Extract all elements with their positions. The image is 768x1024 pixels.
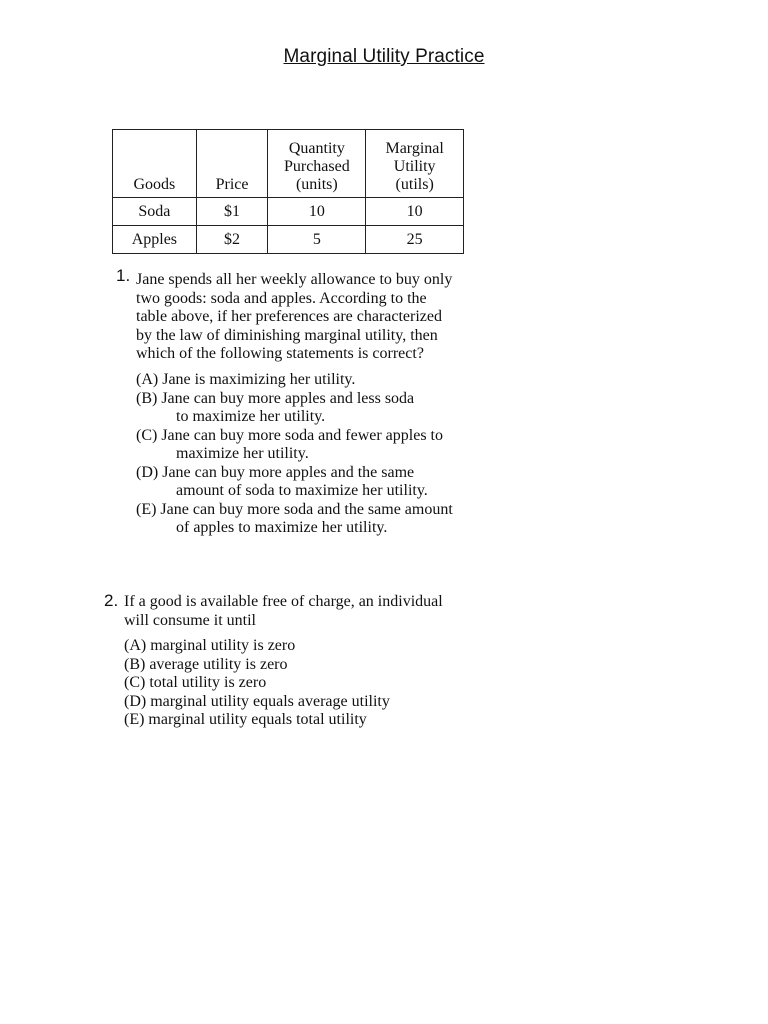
option-b: (B) average utility is zero (124, 655, 288, 673)
option-c: (C) total utility is zero (124, 674, 267, 691)
question-2-stem: If a good is available free of charge, an individual will consume it until (124, 593, 443, 629)
option-a: (A) marginal utility is zero (124, 637, 296, 654)
table-header-row (113, 130, 464, 198)
option-e: (E) marginal utility equals total utility (124, 711, 367, 728)
option-d: (D) Jane can buy more apples and the same (136, 463, 415, 481)
table-row (113, 198, 464, 226)
question-1-number: 1. (116, 266, 131, 285)
utility-table (112, 129, 464, 254)
question-1-options: (A) Jane is maximizing her utility. (B) Jane can buy more apples and less soda to maximize her utility. (C) Jane can buy more soda and fewer apples to maximize her utility. (D) Jane can buy more apples and the same amount of soda to maximize her utility. (E) Jane can buy more soda and the same amount of apples to maximize her utility. (136, 371, 453, 536)
question-1-stem: Jane spends all her weekly allowance to buy only two goods: soda and apples. According to the table above, if her preferences are characterized by the law of diminishing marginal utility, then which of the following statements is correct? (136, 271, 453, 362)
cell-quantity: 10 (268, 198, 366, 226)
header-price: Price (196, 130, 268, 198)
option-e: (E) Jane can buy more soda and the same amount (136, 500, 453, 518)
header-quantity: Quantity Purchased (units) (268, 130, 366, 198)
option-d: (D) marginal utility equals average utility (124, 692, 390, 710)
cell-quantity: 5 (268, 226, 366, 254)
option-c: (C) Jane can buy more soda and fewer apples to (136, 426, 443, 444)
table-row (113, 226, 464, 254)
option-a: (A) Jane is maximizing her utility. (136, 371, 356, 388)
question-2-options (124, 637, 390, 730)
cell-price: $1 (196, 198, 268, 226)
cell-mu: 25 (366, 226, 464, 254)
cell-mu: 10 (366, 198, 464, 226)
option-b: (B) Jane can buy more apples and less soda (136, 389, 415, 407)
cell-goods: Apples (113, 226, 197, 254)
page-title: Marginal Utility Practice (283, 46, 485, 67)
cell-price: $2 (196, 226, 268, 254)
header-goods: Goods (113, 130, 197, 198)
question-2-number: 2. (104, 591, 119, 610)
header-marginal-utility: Marginal Utility (utils) (366, 130, 464, 198)
cell-goods: Soda (113, 198, 197, 226)
